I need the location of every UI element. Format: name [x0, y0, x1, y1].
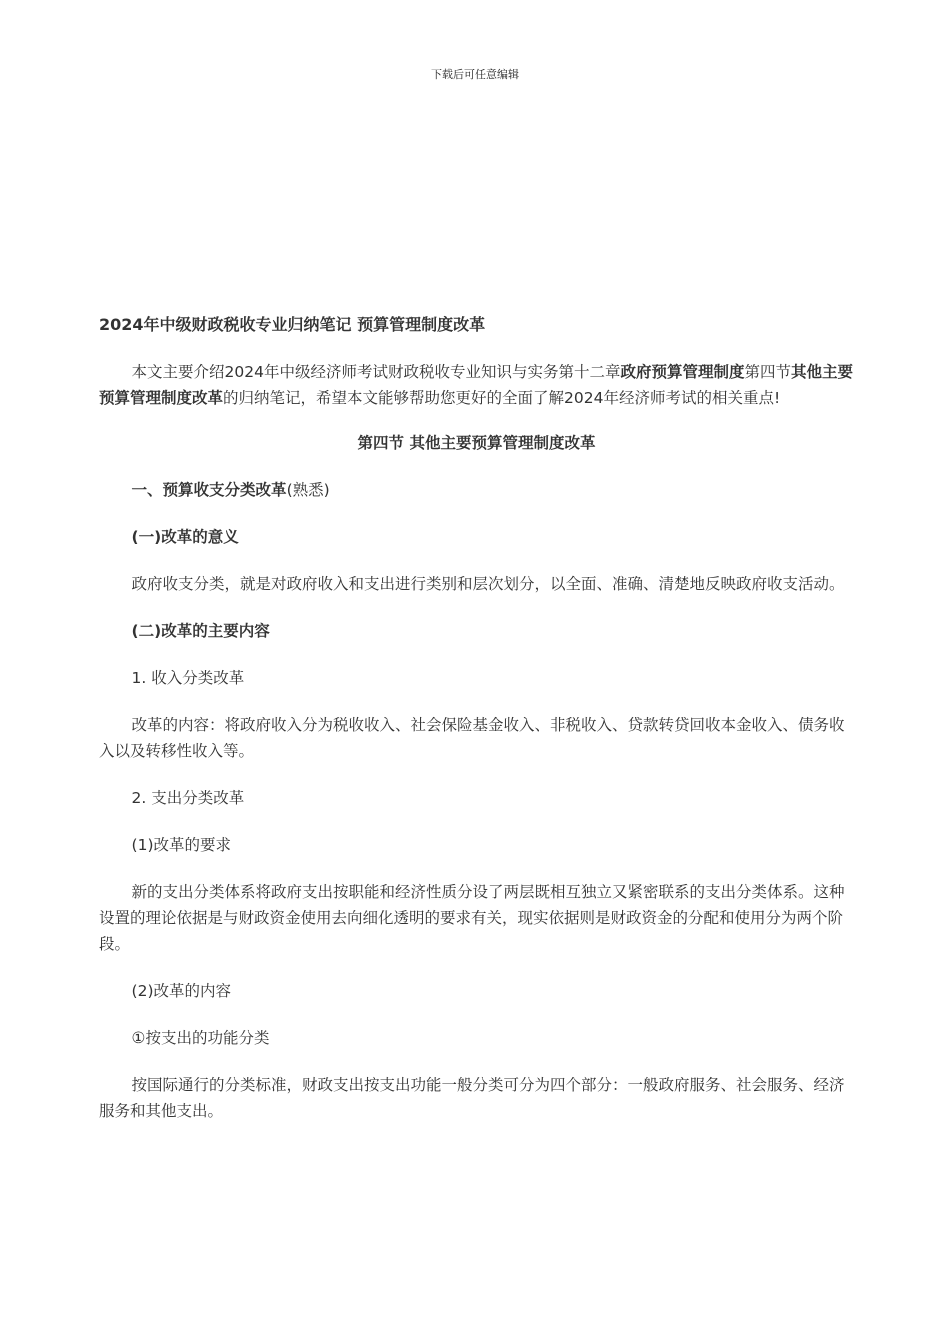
- document-title: 2024年中级财政税收专业归纳笔记 预算管理制度改革: [99, 315, 486, 334]
- subheading-2: (二)改革的主要内容: [131, 622, 270, 640]
- paragraph-3: 新的支出分类体系将政府支出按职能和经济性质分设了两层既相互独立又紧密联系的支出分类体系。这种设置的理论依据是与财政资金使用去向细化透明的要求有关，现实依据则是财政资金的分配和使用分为两个阶段。: [99, 883, 845, 953]
- intro-text-2: 第四节: [744, 363, 792, 381]
- section-title: 第四节 其他主要预算管理制度改革: [357, 434, 596, 452]
- intro-bold-2: 其他主要预算管理制度改革: [99, 363, 854, 407]
- intro-paragraph: [99, 359, 854, 411]
- list-item-2-1: (1)改革的要求: [131, 836, 232, 854]
- heading-1: [99, 477, 854, 503]
- intro-text-3: 的归纳笔记，希望本文能够帮助您更好的全面了解2024年经济师考试的相关重点!: [223, 389, 781, 407]
- list-item-2: 2. 支出分类改革: [131, 789, 245, 807]
- subheading-1: (一)改革的意义: [131, 528, 239, 546]
- page-header: 下载后可任意编辑: [431, 68, 519, 81]
- paragraph-1: 政府收支分类，就是对政府收入和支出进行类别和层次划分，以全面、准确、清楚地反映政府收支活动。: [131, 575, 845, 593]
- list-item-2-2: (2)改革的内容: [131, 982, 232, 1000]
- document-body: [99, 312, 854, 1124]
- paragraph-4: 按国际通行的分类标准，财政支出按支出功能一般分类可分为四个部分：一般政府服务、社会服务、经济服务和其他支出。: [99, 1076, 845, 1120]
- heading-1-note: (熟悉): [286, 481, 330, 499]
- intro-bold-1: 政府预算管理制度: [620, 363, 745, 381]
- paragraph-2: 改革的内容：将政府收入分为税收收入、社会保险基金收入、非税收入、贷款转贷回收本金收入、债务收入以及转移性收入等。: [99, 716, 845, 760]
- list-item-1: 1. 收入分类改革: [131, 669, 245, 687]
- heading-1-bold: 一、预算收支分类改革: [131, 481, 287, 499]
- intro-text-1: 本文主要介绍2024年中级经济师考试财政税收专业知识与实务第十二章: [131, 363, 621, 381]
- list-item-2-2-1: ①按支出的功能分类: [131, 1029, 270, 1047]
